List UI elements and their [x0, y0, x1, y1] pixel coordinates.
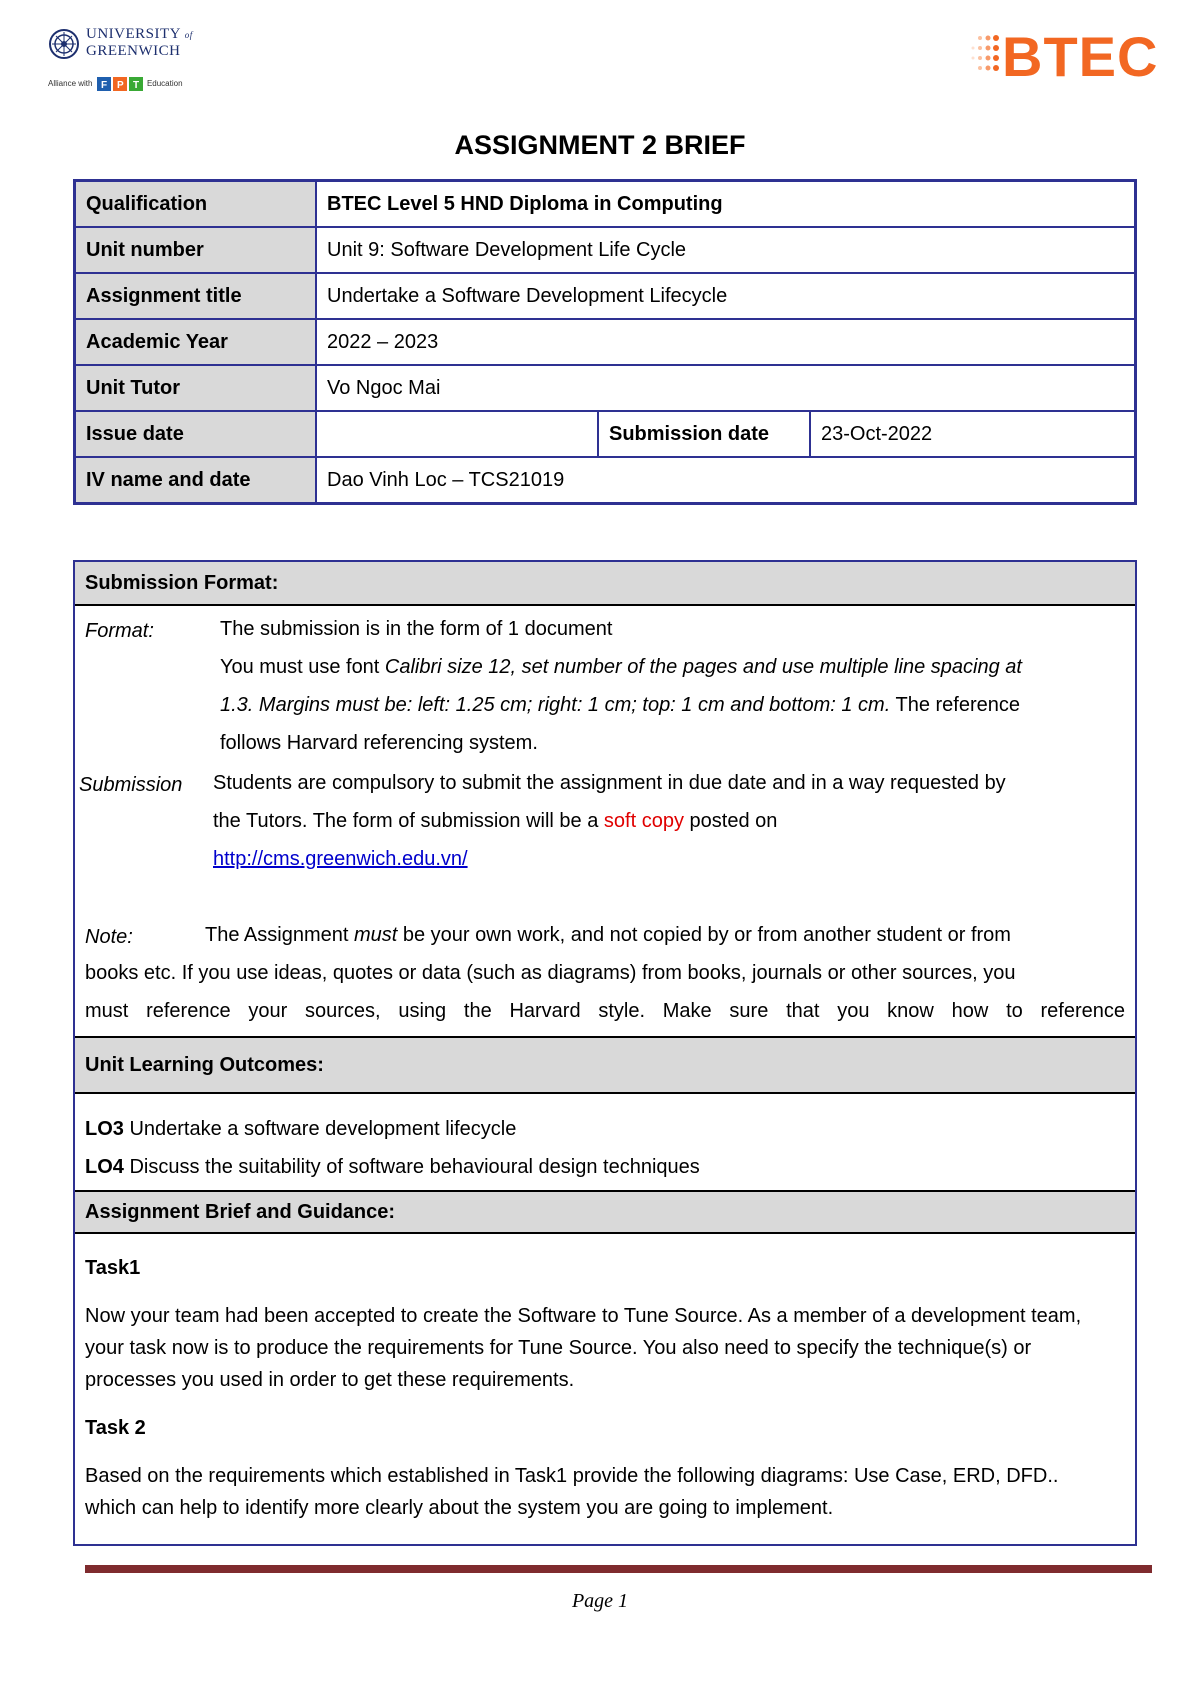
table-row — [75, 457, 1136, 504]
task2-title: Task 2 — [85, 1417, 146, 1439]
format-line: 1.3. Margins must be: left: 1.25 cm; right: 1 cm; top: 1 cm and bottom: 1 cm. The reference — [220, 694, 1020, 716]
university-name: UNIVERSITY of GREENWICH — [86, 26, 193, 59]
academic-year-value: 2022 – 2023 — [316, 319, 1136, 365]
unit-number-label: Unit number — [75, 227, 317, 273]
qualification-value: BTEC Level 5 HND Diploma in Computing — [316, 181, 1136, 228]
qualification-label: Qualification — [75, 181, 317, 228]
table-row — [75, 227, 1136, 273]
issue-date-label: Issue date — [75, 411, 317, 457]
task1-title: Task1 — [85, 1257, 141, 1279]
university-of-greenwich-logo — [48, 24, 208, 94]
format-line: follows Harvard referencing system. — [220, 732, 538, 754]
format-text — [220, 610, 1130, 762]
page-title: ASSIGNMENT 2 BRIEF — [454, 130, 746, 160]
table-row — [75, 319, 1136, 365]
table-row — [75, 273, 1136, 319]
page-number: Page 1 — [571, 1590, 629, 1612]
assignment-info-table — [73, 179, 1137, 505]
svg-text:P: P — [116, 80, 124, 91]
note-label: Note: — [85, 926, 133, 948]
page-header — [0, 0, 1200, 110]
outcome-item: LO3 Undertake a software development lifecycle — [85, 1118, 517, 1140]
unit-tutor-label: Unit Tutor — [75, 365, 317, 411]
submission-label: Submission — [79, 774, 183, 796]
submission-line: Students are compulsory to submit the assignment in due date and in a way requested by — [213, 772, 1006, 794]
btec-dots-icon — [966, 30, 1006, 80]
note-line: must reference your sources, using the Harvard style. Make sure that you know how to reference — [85, 1000, 1125, 1022]
table-row — [75, 411, 1136, 457]
assignment-details-box — [73, 560, 1137, 1546]
academic-year-label: Academic Year — [75, 319, 317, 365]
iv-name-value: Dao Vinh Loc – TCS21019 — [316, 457, 1136, 504]
submission-date-value: 23-Oct-2022 — [810, 411, 1136, 457]
brief-guidance-heading: Assignment Brief and Guidance: — [75, 1190, 1135, 1234]
submission-format-heading: Submission Format: — [75, 562, 1135, 606]
format-line: You must use font Calibri size 12, set number of the pages and use multiple line spacing at — [220, 656, 1022, 678]
btec-wordmark: BTEC — [1002, 25, 1159, 88]
submission-text — [213, 764, 1123, 878]
unit-number-value: Unit 9: Software Development Life Cycle — [316, 227, 1136, 273]
fpt-logo-icon — [97, 76, 143, 92]
table-row — [75, 365, 1136, 411]
submission-line: the Tutors. The form of submission will be a soft copy posted on — [213, 810, 778, 832]
outcome-item: LO4 Discuss the suitability of software behavioural design techniques — [85, 1156, 700, 1178]
cms-link[interactable]: http://cms.greenwich.edu.vn/ — [213, 848, 468, 870]
learning-outcomes-heading: Unit Learning Outcomes: — [75, 1036, 1135, 1094]
submission-date-label: Submission date — [598, 411, 810, 457]
task1-body: Now your team had been accepted to create the Software to Tune Source. As a member of a development team, your task now is to produce the requirements for Tune Source. You also need to specify the technique(s) or processes you used in order to get these requirements. — [85, 1305, 1082, 1391]
learning-outcomes-list — [85, 1110, 1125, 1186]
table-row — [75, 181, 1136, 228]
format-label: Format: — [85, 620, 154, 642]
unit-tutor-value: Vo Ngoc Mai — [316, 365, 1136, 411]
note-line: The Assignment must be your own work, and not copied by or from another student or from — [205, 924, 1011, 946]
svg-text:F: F — [100, 80, 107, 91]
assignment-title-value: Undertake a Software Development Lifecycle — [316, 273, 1136, 319]
note-line: books etc. If you use ideas, quotes or data (such as diagrams) from books, journals or other sources, you — [85, 962, 1016, 984]
footer-divider — [85, 1565, 1152, 1573]
format-line: The submission is in the form of 1 document — [220, 618, 613, 640]
university-seal-icon — [48, 28, 80, 60]
iv-name-label: IV name and date — [75, 457, 317, 504]
issue-date-value — [316, 411, 598, 457]
btec-logo — [966, 26, 1176, 86]
svg-text:T: T — [132, 80, 139, 91]
task2-body: Based on the requirements which established in Task1 provide the following diagrams: Use Case, ERD, DFD.. which can help to identify more clearly about the system you are going to implement. — [85, 1465, 1059, 1519]
fpt-alliance-line: Alliance with F P T Education — [48, 76, 183, 92]
assignment-title-label: Assignment title — [75, 273, 317, 319]
